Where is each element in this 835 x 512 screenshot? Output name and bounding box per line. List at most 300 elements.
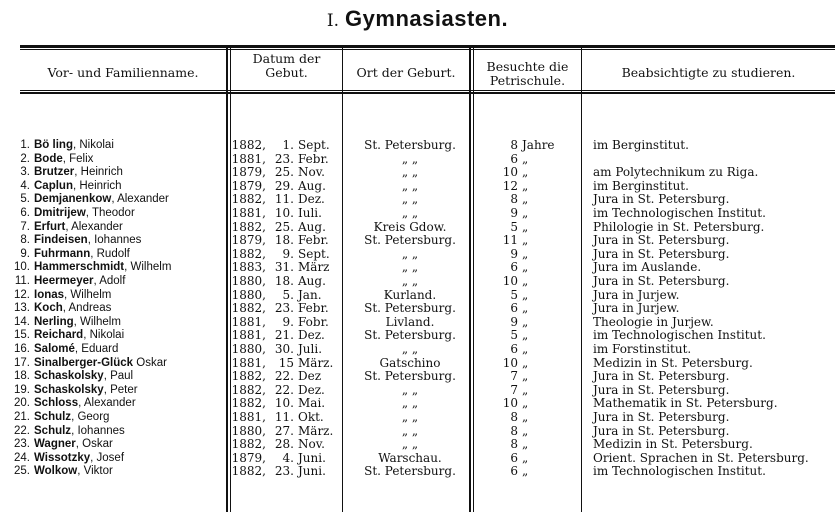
row-number: 20. [14,397,30,410]
study-intention: Medizin in St. Petersburg. [593,437,753,452]
surname: Caplun [34,179,73,192]
birthplace: „ „ [401,274,419,288]
student-name [34,396,136,410]
years-unit: „ [522,219,529,234]
header-besuchte-line2: Petrischule. [489,73,566,88]
study-intention: Jura im Auslande. [593,260,702,275]
years-attended: 5 [510,287,518,302]
birth-day: 9. [282,246,294,261]
birthplace: „ „ [401,165,419,180]
birth-day: 29. [274,178,294,193]
years-unit: „ [522,450,529,465]
given-name: , Felix [62,152,94,165]
student-name [34,424,125,438]
surname: Schaskolsky [34,370,104,383]
given-name: , Wilhelm [124,261,172,274]
birth-year: 1881, [231,410,266,424]
surname: Wagner [34,438,76,451]
surname: Erfurt [34,220,66,233]
surname: Brutzer [34,166,75,179]
years-unit: „ [522,396,529,411]
student-name [34,192,169,206]
birth-year: 1882, [231,246,266,261]
given-name: , Wilhelm [64,288,112,301]
study-intention: Mathematik in St. Petersburg. [593,396,778,411]
birth-year: 1879, [231,165,266,180]
header-name: Vor- und Familienname. [47,65,199,80]
study-intention: Jura in Jurjew. [593,287,680,302]
top-rule-thick [20,45,835,48]
birthplace: „ „ [401,192,419,207]
birth-month: Juni. [298,450,326,465]
years-attended: 7 [510,382,518,397]
birthplace: „ „ [401,382,419,397]
birth-year: 1882, [231,192,266,207]
years-unit: „ [522,342,529,356]
birth-month: Aug. [298,274,326,288]
table-row [0,165,835,179]
years-unit: „ [522,287,529,302]
table-row [0,138,835,152]
surname: Salomé [34,343,75,355]
birth-year: 1882, [231,437,266,452]
years-unit: „ [522,437,529,452]
birth-month: Fobr. [298,314,329,329]
birthplace: „ „ [401,342,419,356]
student-name [34,260,171,274]
birthplace: St. Petersburg. [364,369,456,384]
years-attended: 10 [502,165,518,180]
years-attended: 6 [510,301,518,316]
years-attended: 5 [510,328,518,343]
birth-year: 1881, [231,314,266,329]
birth-day: 1. [282,138,294,152]
birth-year: 1881, [231,151,266,166]
years-attended: 12 [502,178,518,193]
table-row [0,410,835,424]
row-number: 17. [14,356,30,369]
study-intention: im Forstinstitut. [593,342,692,356]
header-besuchte-line1: Besuchte die [486,59,569,74]
student-name [34,288,111,302]
years-attended: 10 [502,355,518,370]
surname: Fuhrmann [34,247,91,260]
table-row [0,464,835,478]
given-name: , Alexander [111,193,169,206]
student-name [34,383,138,397]
birth-day: 27. [274,423,294,438]
row-number: 19. [14,383,30,396]
birthplace: „ „ [401,396,419,411]
birth-day: 15 [278,355,294,370]
study-intention: Medizin in St. Petersburg. [593,355,753,370]
birth-day: 23. [274,151,294,166]
years-unit: „ [522,369,529,384]
birth-year: 1880, [231,423,266,438]
header-datum-line1: Datum der [252,51,321,66]
row-number: 10. [14,261,30,274]
years-unit: „ [522,206,529,220]
row-number: 18. [14,370,30,383]
surname: Heermeyer [34,275,94,287]
years-attended: 11 [502,233,518,248]
years-attended: 9 [510,246,518,261]
years-attended: 8 [510,138,518,152]
table-row [0,451,835,465]
birthplace: St. Petersburg. [364,301,456,316]
study-intention: Jura in St. Petersburg. [593,382,730,397]
years-unit: „ [522,355,529,370]
surname: Sinalberger-Glück [34,356,134,369]
birthplace: „ „ [401,178,419,193]
given-name: , Nikolai [72,139,114,151]
birth-year: 1881, [231,206,266,220]
birth-year: 1882, [231,138,266,152]
years-unit: „ [522,410,529,424]
birthplace: „ „ [401,423,419,438]
table-row [0,342,835,356]
student-name [34,342,118,356]
birthplace: „ „ [401,410,419,424]
given-name: , Nikolai [83,329,125,342]
given-name: , Georg [71,411,110,423]
years-attended: 8 [510,410,518,424]
surname: Wissotzky [34,451,91,464]
surname: Dmitrijew [34,207,86,219]
study-intention: Jura in St. Petersburg. [593,192,730,207]
given-name: , Heinrich [72,179,122,192]
table-row [0,369,835,383]
birth-month: Okt. [298,410,324,424]
row-number: 1. [20,139,30,151]
row-number: 11. [14,275,30,287]
given-name: , Alexander [65,220,123,233]
years-unit: „ [522,314,529,329]
study-intention: im Berginstitut. [593,138,689,152]
birth-day: 5. [282,287,294,302]
birth-day: 23. [274,301,294,316]
years-unit: „ [522,233,529,248]
birth-day: 22. [274,382,294,397]
row-number: 9. [20,247,30,260]
years-attended: 8 [510,437,518,452]
years-unit: Jahre [522,138,555,152]
years-attended: 5 [510,219,518,234]
study-intention: am Polytechnikum zu Riga. [593,165,759,180]
birth-day: 11. [274,410,294,424]
table-row [0,301,835,315]
birthplace: Kreis Gdow. [373,219,447,234]
given-name: , Wilhelm [73,315,121,328]
years-attended: 6 [510,342,518,356]
study-intention: Jura in St. Petersburg. [593,246,730,261]
birth-year: 1881, [231,328,266,343]
birthplace: Gatschino [379,355,441,370]
surname: Bö ling [34,139,73,151]
row-number: 14. [14,315,30,328]
years-attended: 6 [510,450,518,465]
years-unit: „ [522,192,529,207]
header-studieren: Beabsichtigte zu studieren. [621,65,796,80]
birth-month: Juli. [298,342,323,356]
table-row [0,260,835,274]
row-number: 5. [20,193,30,206]
years-unit: „ [522,423,529,438]
birth-year: 1880, [231,274,266,288]
birth-month: Aug. [298,219,326,234]
surname: Schulz [34,411,72,423]
table-row [0,192,835,206]
birth-year: 1882, [231,382,266,397]
surname: Koch [34,302,63,315]
table-row [0,233,835,247]
row-number: 6. [20,207,30,219]
student-name [34,410,109,424]
row-number: 8. [20,234,30,247]
years-unit: „ [522,274,529,288]
birth-year: 1879, [231,178,266,193]
years-unit: „ [522,464,529,479]
row-number: 2. [20,152,30,165]
section-number: I. [326,11,340,31]
student-name [34,165,123,179]
section-title: Gymnasiasten. [345,6,509,31]
years-attended: 10 [502,396,518,411]
surname: Schaskolsky [34,383,104,396]
study-intention: Jura in St. Petersburg. [593,410,730,424]
birthplace: St. Petersburg. [364,233,456,248]
birth-month: Febr. [298,301,329,316]
years-unit: „ [522,165,529,180]
table-row [0,152,835,166]
years-unit: „ [522,328,529,343]
birth-year: 1880, [231,287,266,302]
row-number: 16. [14,343,30,355]
birth-day: 18. [274,274,294,288]
given-name: , Josef [90,451,125,464]
birth-month: Juni. [298,464,326,479]
birth-month: Mai. [298,396,326,411]
student-name [34,451,124,465]
surname: Nerling [34,315,74,328]
surname: Findeisen [34,234,88,247]
table-row [0,328,835,342]
given-name: , Alexander [78,397,136,410]
birth-day: 28. [274,437,294,452]
row-number: 23. [14,438,30,451]
student-name [34,206,135,220]
study-intention: Theologie in Jurjew. [593,314,714,329]
row-number: 3. [20,166,30,179]
birthplace: Warschau. [378,450,442,465]
table-row [0,356,835,370]
student-name [34,138,114,152]
table-row [0,288,835,302]
student-name [34,152,93,166]
given-name: , Adolf [93,275,126,287]
student-name [34,247,130,261]
row-number: 13. [14,302,30,315]
study-intention: im Technologischen Institut. [593,464,766,479]
study-intention: im Technologischen Institut. [593,206,766,220]
birthplace: St. Petersburg. [364,328,456,343]
birth-day: 25. [274,165,294,180]
student-name [34,356,167,370]
table-row [0,315,835,329]
row-number: 12. [14,288,30,301]
row-number: 24. [14,451,30,464]
birthplace: „ „ [401,206,419,220]
surname: Hammerschmidt [34,261,125,274]
header-ort: Ort der Geburt. [356,65,456,80]
birth-month: Sept. [298,246,330,261]
birth-day: 22. [274,369,294,384]
surname: Wolkow [34,465,78,478]
surname: Ionas [34,288,65,301]
birth-day: 21. [274,328,294,343]
student-name [34,437,113,451]
given-name: , Iohannes [87,234,142,247]
table-row [0,274,835,288]
given-name: , Heinrich [74,166,123,179]
student-name [34,369,133,383]
study-intention: im Technologischen Institut. [593,328,766,343]
study-intention: im Berginstitut. [593,178,689,193]
birth-month: Dez. [298,328,325,343]
row-number: 4. [20,179,30,192]
years-attended: 6 [510,260,518,275]
years-attended: 8 [510,423,518,438]
birth-month: Dez. [298,192,325,207]
birth-year: 1882, [231,219,266,234]
student-name [34,233,141,247]
header-datum-line2: Gebut. [265,65,308,80]
surname: Schloss [34,397,79,410]
birthplace: St. Petersburg. [364,138,456,152]
table-row [0,383,835,397]
years-attended: 10 [502,274,518,288]
row-number: 22. [14,424,30,437]
years-attended: 6 [510,464,518,479]
birthplace: Kurland. [383,287,437,302]
birth-month: März. [298,423,334,438]
top-rule-thin [20,49,835,50]
student-name [34,328,124,342]
birth-day: 4. [282,450,294,465]
years-unit: „ [522,178,529,193]
birth-year: 1879, [231,450,266,465]
study-intention: Philologie in St. Petersburg. [593,219,765,234]
surname: Demjanenkow [34,193,112,206]
student-name [34,274,125,288]
given-name: , Andreas [62,302,112,315]
student-name [34,220,123,234]
page-title [0,6,835,32]
surname: Reichard [34,329,84,342]
birth-day: 23. [274,464,294,479]
header-datum [231,52,342,80]
student-name [34,179,122,193]
years-attended: 9 [510,206,518,220]
given-name: , Oskar [75,438,113,451]
birth-year: 1882, [231,396,266,411]
birth-day: 18. [274,233,294,248]
birth-year: 1879, [231,233,266,248]
years-unit: „ [522,260,529,275]
table-row [0,179,835,193]
student-name [34,315,121,329]
years-attended: 9 [510,314,518,329]
surname: Bode [34,152,63,165]
birth-month: Febr. [298,233,329,248]
header-rule-thick [20,92,835,94]
table-row [0,220,835,234]
given-name: , Paul [103,370,134,383]
given-name: , Eduard [74,343,119,355]
birth-day: 9. [282,314,294,329]
birth-month: Febr. [298,151,329,166]
surname: Schulz [34,424,72,437]
table-row [0,396,835,410]
birth-day: 10. [274,396,294,411]
birth-month: März [298,260,330,275]
birthplace: Livland. [385,314,435,329]
birthplace: „ „ [401,260,419,275]
years-unit: „ [522,246,529,261]
birth-month: März. [298,355,334,370]
study-intention: Jura in St. Petersburg. [593,369,730,384]
study-intention: Jura in St. Petersburg. [593,274,730,288]
birth-month: Jan. [298,287,322,302]
birth-day: 31. [274,260,294,275]
years-unit: „ [522,382,529,397]
study-intention: Jura in St. Petersburg. [593,233,730,248]
given-name: , Iohannes [71,424,125,437]
table-row [0,437,835,451]
birthplace: „ „ [401,246,419,261]
birth-month: Dez. [298,382,325,397]
birth-year: 1883, [231,260,266,275]
study-intention: Orient. Sprachen in St. Petersburg. [593,450,809,465]
birth-month: Nov. [298,437,325,452]
birth-day: 25. [274,219,294,234]
given-name: , Theodor [85,207,135,219]
given-name: , Viktor [77,465,113,478]
study-intention: Jura in Jurjew. [593,301,680,316]
row-number: 15. [14,329,30,342]
birth-year: 1880, [231,342,266,356]
birthplace: St. Petersburg. [364,464,456,479]
row-number: 7. [20,220,30,233]
student-name [34,464,113,478]
birth-year: 1882, [231,464,266,479]
years-unit: „ [522,151,529,166]
birthplace: „ „ [401,151,419,166]
birth-year: 1881, [231,355,266,370]
years-unit: „ [522,301,529,316]
birth-day: 30. [274,342,294,356]
birth-month: Iuli. [298,206,322,220]
given-name: , Peter [103,383,138,396]
study-intention: Jura in St. Petersburg. [593,423,730,438]
birth-year: 1882, [231,369,266,384]
given-name: Oskar [133,356,167,369]
table-row [0,206,835,220]
birth-month: Dez [298,369,322,384]
header-besuchte [474,60,581,88]
table-row [0,247,835,261]
row-number: 25. [14,465,30,478]
